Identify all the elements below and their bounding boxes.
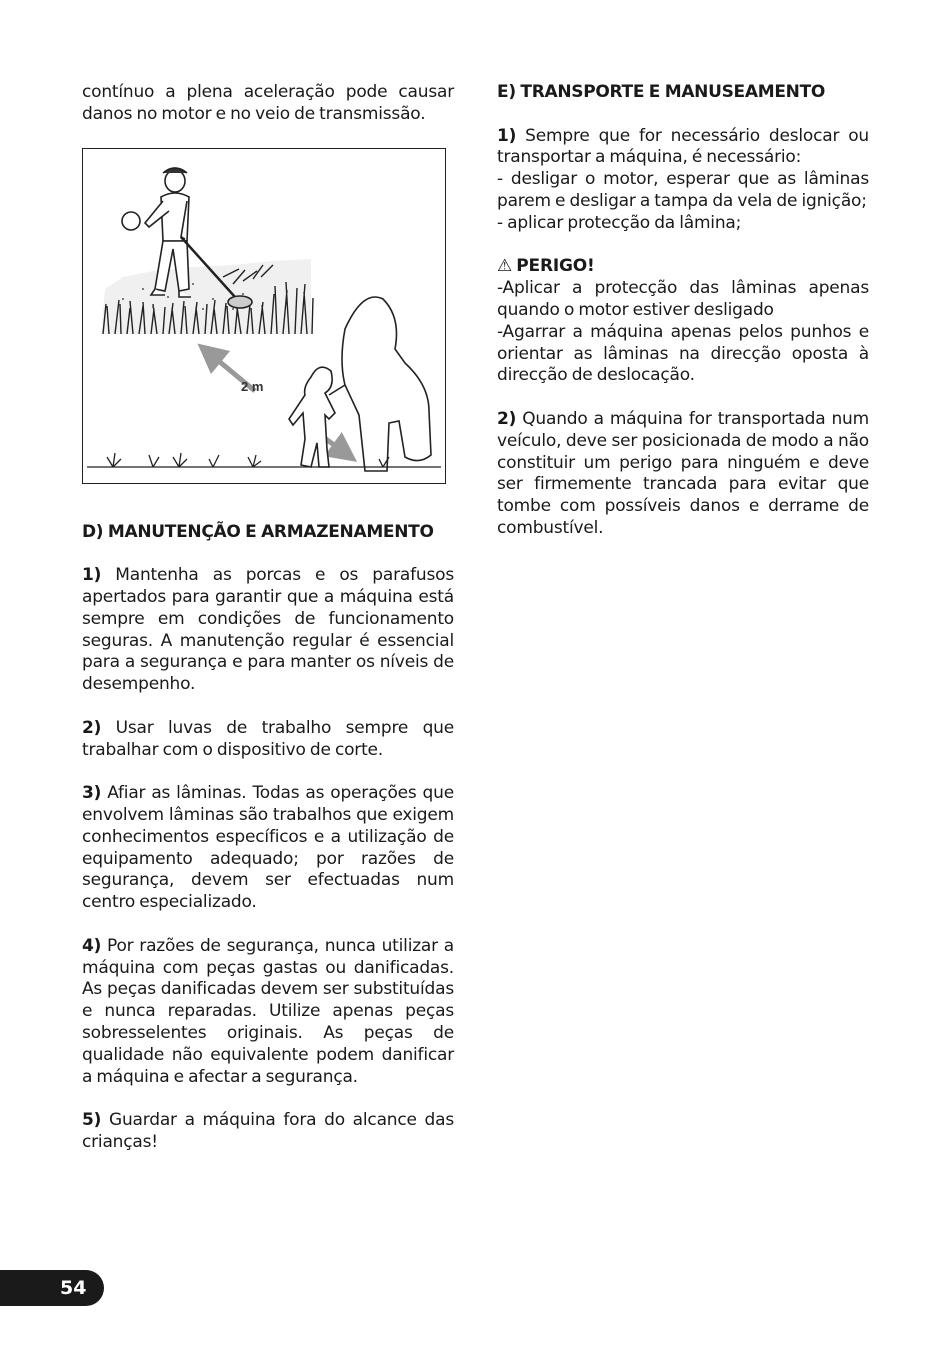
item-number: 1)	[82, 565, 102, 586]
danger-label: PERIGO!	[516, 256, 595, 277]
item-number: 4)	[82, 935, 102, 956]
right-column	[497, 82, 869, 540]
item-text: Usar luvas de trabalho sempre que trabalhar com o dispositivo de corte.	[82, 717, 454, 760]
section-title-transport: E) TRANSPORTE E MANUSEAMENTO	[497, 82, 826, 102]
page-number: 54	[60, 1277, 87, 1299]
section-title-maintenance: D) MANUTENÇÃO E ARMAZENAMENTO	[82, 521, 434, 542]
intro-paragraph: contínuo a plena aceleração pode causar danos no motor e no veio de transmissão.	[82, 82, 454, 124]
danger-heading	[497, 256, 869, 278]
list-item	[82, 565, 454, 696]
item-text: Sempre que for necessário deslocar ou transportar a máquina, é necessário:	[497, 125, 869, 168]
item-number: 5)	[82, 1110, 102, 1131]
trimmer-head	[228, 296, 252, 308]
warning-triangle-icon: ⚠	[497, 256, 513, 277]
list-item	[82, 1110, 454, 1154]
item-text: Quando a máquina for transportada num veículo, deve ser posicionada de modo a não constituir um perigo para ninguém e deve ser firmemente trancada para evitar que tombe com possíveis danos e derrame de combustível.	[497, 408, 869, 538]
list-item	[497, 409, 869, 540]
item-text: Afiar as lâminas. Todas as operações que envolvem lâminas são trabalhos que exigem conhecimentos específicos e a utilização de equipamento adequado; por razões de segurança, devem ser efectuadas num centro especializado.	[82, 783, 454, 913]
list-item	[497, 126, 869, 170]
list-item	[82, 936, 454, 1089]
safety-distance-illustration	[82, 148, 446, 484]
page-number-tab	[0, 1270, 104, 1306]
item-text: Guardar a máquina fora do alcance das crianças!	[82, 1110, 454, 1152]
list-item	[82, 718, 454, 762]
item-text: Mantenha as porcas e os parafusos apertados para garantir que a máquina está sempre em condições de funcionamento seguras. A manutenção regular é essencial para a segurança e para manter os níveis de desempenho.	[82, 565, 454, 695]
item-number: 2)	[82, 717, 102, 738]
list-item	[82, 783, 454, 914]
bullet-line: - aplicar protecção da lâmina;	[497, 212, 742, 233]
bullet-line: - desligar o motor, esperar que as lâminas parem e desligar a tampa da vela de ignição;	[497, 169, 869, 211]
item-number: 1)	[497, 125, 517, 146]
item-number: 2)	[497, 408, 517, 429]
danger-line: -Aplicar a protecção das lâminas apenas quando o motor estiver desligado	[497, 278, 869, 320]
item-number: 3)	[82, 783, 102, 804]
left-column	[82, 82, 454, 1154]
danger-line: -Agarrar a máquina apenas pelos punhos e orientar as lâminas na direcção oposta à direcção de deslocação.	[497, 321, 869, 386]
grass-patch	[101, 259, 313, 334]
distance-label: 2 m	[241, 378, 264, 394]
item-text: Por razões de segurança, nunca utilizar a máquina com peças gastas ou danificadas. As peças danificadas devem ser substituídas e nunca reparadas. Utilize apenas peças sobresselentes originais. As peças de qualidade não equivalente podem danificar a máquina e afectar a segurança.	[82, 935, 454, 1087]
